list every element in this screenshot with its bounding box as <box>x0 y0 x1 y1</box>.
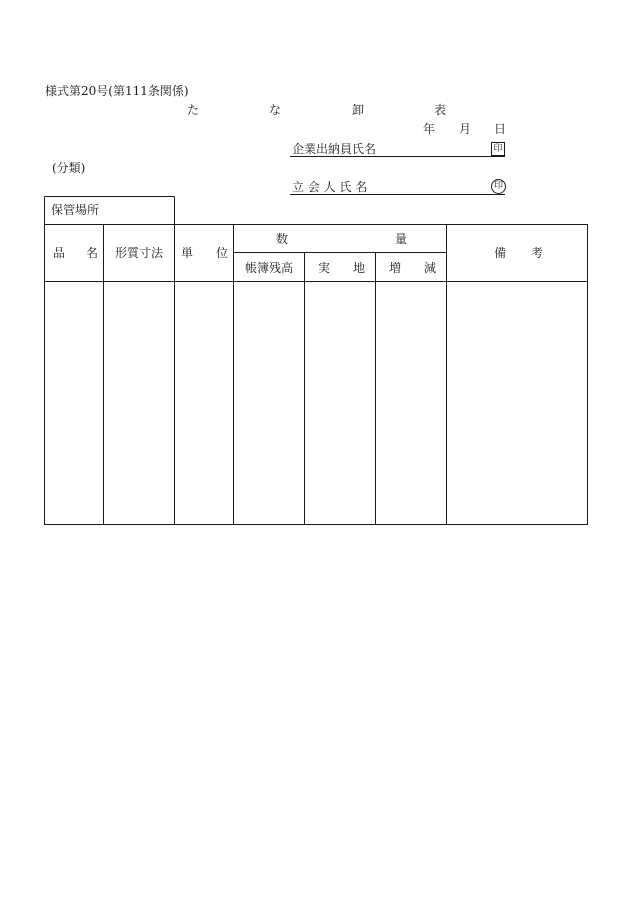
header-remarks-char-1: 備 <box>494 246 507 260</box>
witness-seal-stamp: 印 <box>491 179 506 194</box>
date-month-label: 月 <box>459 122 472 136</box>
header-change-char-1: 増 <box>389 261 402 275</box>
header-actual-char-1: 実 <box>318 261 331 275</box>
date-year-label: 年 <box>423 122 436 136</box>
storage-location-label: 保管場所 <box>51 203 100 217</box>
header-unit-char-1: 単 <box>181 246 194 260</box>
header-quantity-char-1: 数 <box>276 232 289 246</box>
form-title-char-1: た <box>187 103 200 117</box>
header-change-char-2: 減 <box>424 261 437 275</box>
form-title-char-4: 表 <box>434 103 447 117</box>
officer-name-label: 企業出納員氏名 <box>292 142 377 156</box>
header-item-name-char-2: 名 <box>86 246 99 260</box>
witness-name-label: 立 会 人 氏 名 <box>292 180 368 194</box>
date-day-label: 日 <box>494 122 507 136</box>
header-remarks-char-2: 考 <box>531 246 544 260</box>
header-actual-char-2: 地 <box>353 261 366 275</box>
header-book-balance: 帳簿残高 <box>245 261 294 275</box>
header-item-name-char-1: 品 <box>53 246 66 260</box>
header-shape-dimensions: 形質寸法 <box>115 246 164 260</box>
classification-label: (分類) <box>52 161 86 175</box>
officer-seal-stamp: 印 <box>491 142 505 156</box>
header-unit-char-2: 位 <box>216 246 229 260</box>
form-title-char-3: 卸 <box>352 103 365 117</box>
form-title-char-2: な <box>269 103 282 117</box>
form-number: 様式第20号(第111条関係) <box>45 84 189 98</box>
header-quantity-char-2: 量 <box>395 232 408 246</box>
